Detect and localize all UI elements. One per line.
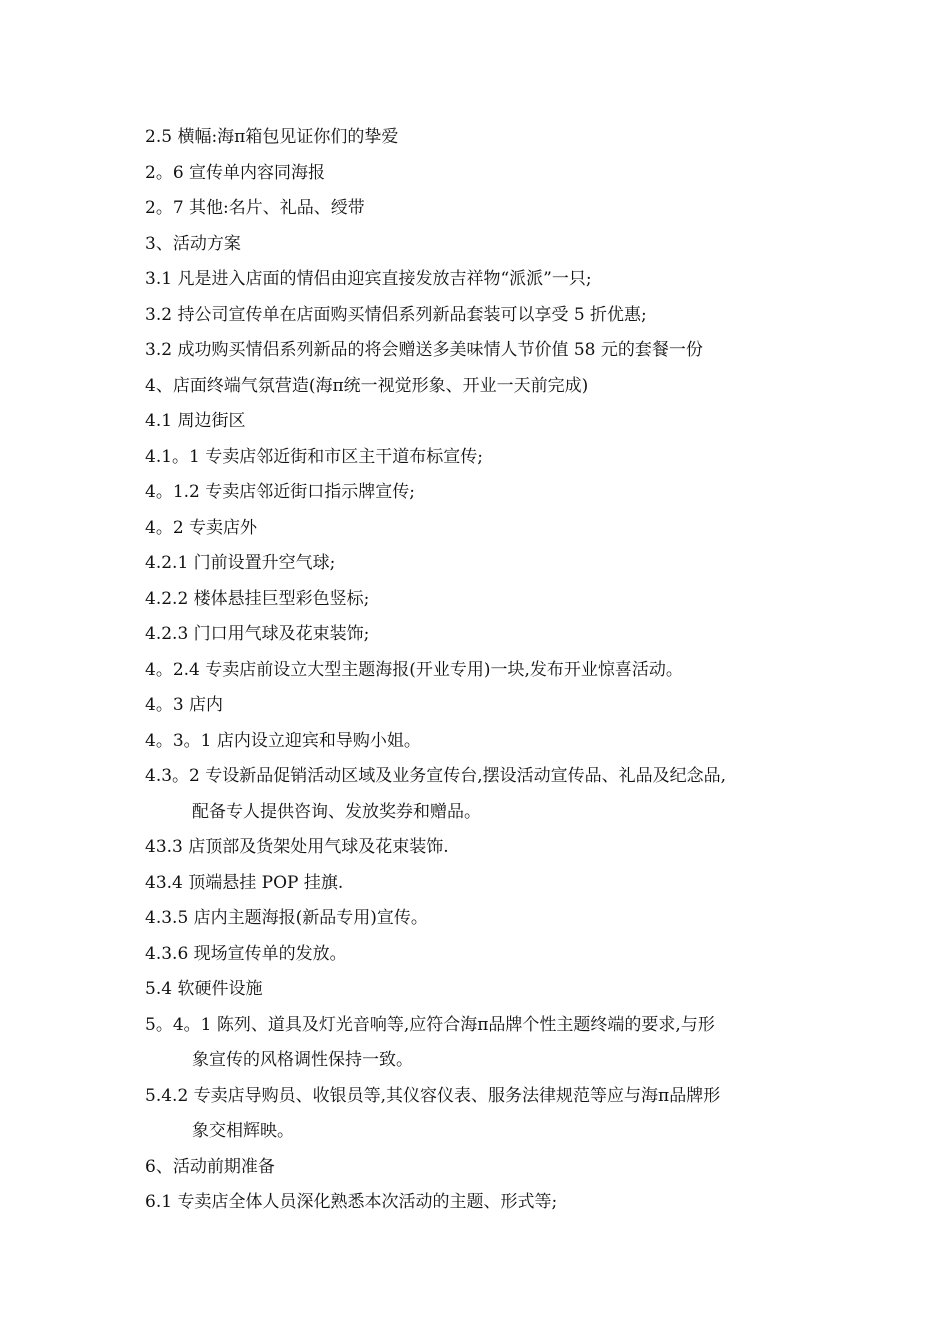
paragraph-line: 4.2.3 门口用气球及花束装饰;: [145, 624, 370, 644]
document-body: [145, 120, 835, 1221]
paragraph-line: 43.4 顶端悬挂 POP 挂旗.: [145, 872, 344, 893]
paragraph-line: 4。2 专卖店外: [145, 517, 258, 538]
paragraph-line: 3.1 凡是进入店面的情侣由迎宾直接发放吉祥物“派派”一只;: [145, 269, 592, 289]
paragraph-continuation-line: 配备专人提供咨询、发放奖券和赠品。: [192, 801, 481, 822]
paragraph-line: 4.1。1 专卖店邻近街和市区主干道布标宣传;: [145, 446, 483, 467]
paragraph-line: 4.2.2 楼体悬挂巨型彩色竖标;: [145, 588, 370, 609]
paragraph-line: 5.4 软硬件设施: [145, 979, 263, 999]
paragraph-line: 2.5 横幅:海π箱包见证你们的挚爱: [145, 127, 399, 147]
paragraph-line: 4、店面终端气氛营造(海π统一视觉形象、开业一天前完成): [145, 375, 589, 396]
paragraph-line: 4.1 周边街区: [145, 411, 246, 431]
paragraph-line: 4。1.2 专卖店邻近街口指示牌宣传;: [145, 482, 415, 502]
paragraph-line: 5。4。1 陈列、道具及灯光音响等,应符合海π品牌个性主题终端的要求,与形: [145, 1014, 715, 1035]
paragraph-line: 6.1 专卖店全体人员深化熟悉本次活动的主题、形式等;: [145, 1192, 558, 1212]
paragraph-continuation-line: 象宣传的风格调性保持一致。: [192, 1050, 413, 1070]
paragraph-line: 3.2 持公司宣传单在店面购买情侣系列新品套装可以享受 5 折优惠;: [145, 304, 647, 325]
paragraph-line: 3.2 成功购买情侣系列新品的将会赠送多美味情人节价值 58 元的套餐一份: [145, 340, 703, 360]
paragraph-line: 4.3.5 店内主题海报(新品专用)宣传。: [145, 908, 428, 928]
paragraph-line: 3、活动方案: [145, 233, 241, 254]
paragraph-line: 5.4.2 专卖店导购员、收银员等,其仪容仪表、服务法律规范等应与海π品牌形: [145, 1085, 721, 1106]
paragraph-line: 2。7 其他:名片、礼品、绶带: [145, 198, 365, 218]
paragraph-line: 6、活动前期准备: [145, 1156, 275, 1177]
paragraph-line: 4.3。2 专设新品促销活动区域及业务宣传台,摆设活动宣传品、礼品及纪念品,: [145, 766, 727, 786]
paragraph-line: 4。2.4 专卖店前设立大型主题海报(开业专用)一块,发布开业惊喜活动。: [145, 659, 683, 680]
paragraph-line: 4。3。1 店内设立迎宾和导购小姐。: [145, 730, 421, 751]
paragraph-line: 4。3 店内: [145, 695, 224, 715]
paragraph-line: 4.2.1 门前设置升空气球;: [145, 553, 336, 573]
paragraph-line: 4.3.6 现场宣传单的发放。: [145, 943, 347, 964]
paragraph-line: 2。6 宣传单内容同海报: [145, 162, 326, 183]
paragraph-continuation-line: 象交相辉映。: [192, 1121, 294, 1141]
paragraph-line: 43.3 店顶部及货架处用气球及花束装饰.: [145, 837, 449, 857]
